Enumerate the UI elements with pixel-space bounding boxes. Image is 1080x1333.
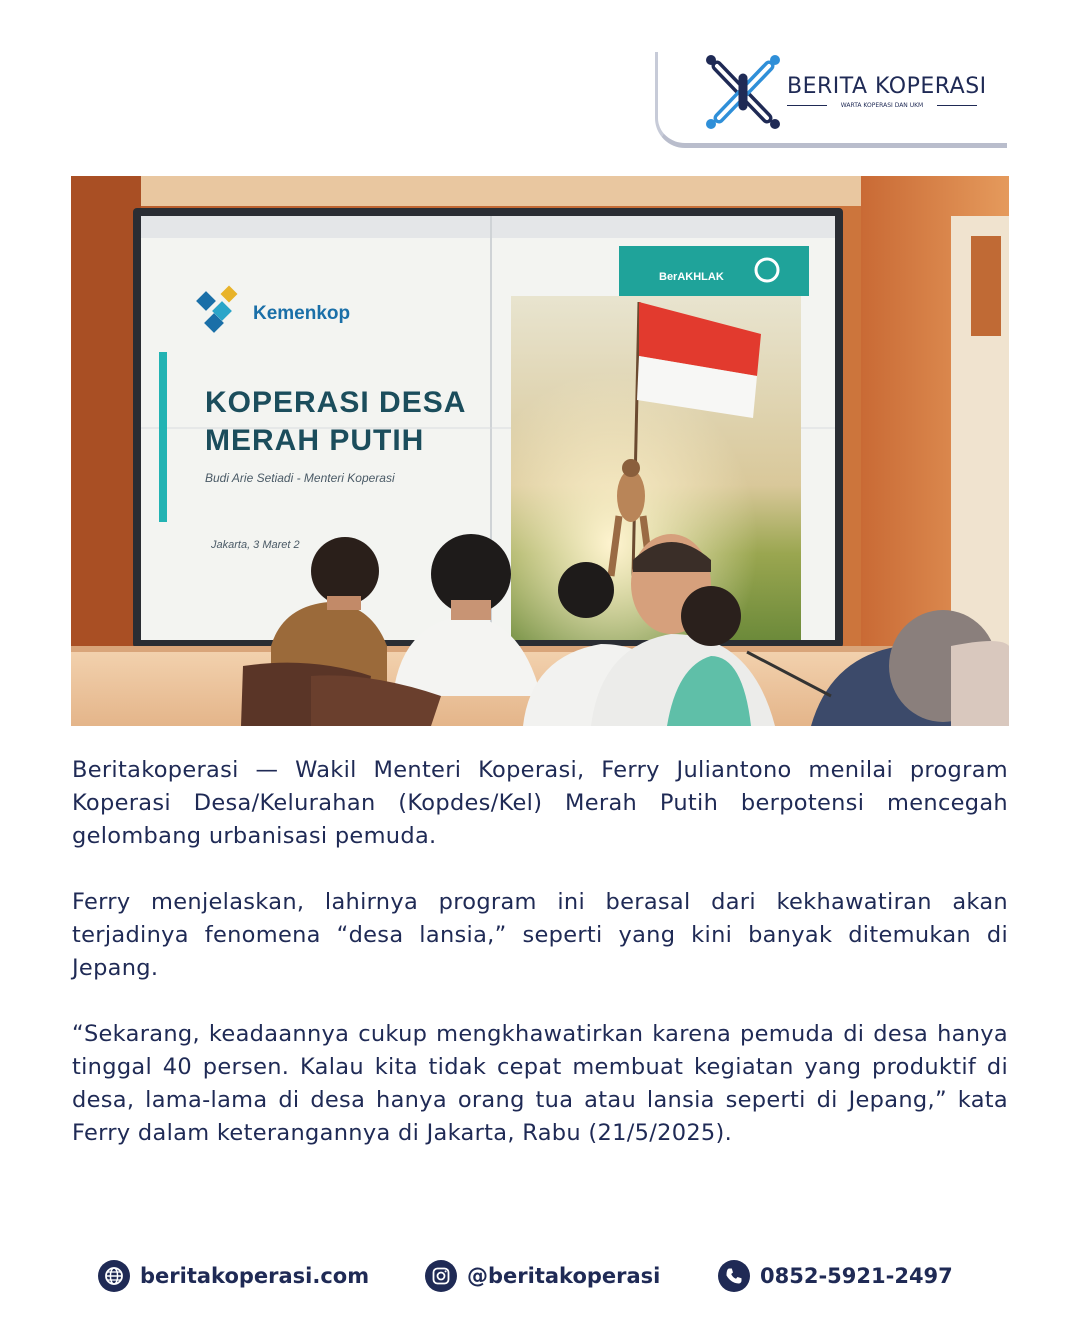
- phone-contact[interactable]: [718, 1258, 953, 1294]
- screen-subtitle: Budi Arie Setiadi - Menteri Koperasi: [205, 471, 395, 485]
- article-paragraph-2: Ferry menjelaskan, lahirnya program ini berasal dari kekhawatiran akan terjadinya fenomena “desa lansia,” seperti yang kini banyak ditemukan di Jepang.: [72, 889, 1008, 981]
- phone-text: 0852-5921-2497: [760, 1264, 953, 1288]
- article-paragraph-1: Beritakoperasi — Wakil Menteri Koperasi, Ferry Juliantono menilai program Koperasi Desa/Kelurahan (Kopdes/Kel) Merah Putih berpotensi mencegah gelombang urbanisasi pemuda.: [72, 757, 1008, 849]
- screen-logo-text: Kemenkop: [253, 303, 351, 324]
- screen-date: Jakarta, 3 Maret 2: [211, 539, 300, 551]
- brand-tagline: WARTA KOPERASI DAN UKM: [787, 102, 977, 109]
- meeting-room-photo: [71, 176, 1009, 726]
- screen-badge: BerAKHLAK: [659, 271, 724, 283]
- berita-koperasi-logo-icon: [703, 54, 783, 130]
- article-paragraph-3: “Sekarang, keadaannya cukup mengkhawatirkan karena pemuda di desa hanya tinggal 40 persen. Kalau kita tidak cepat membuat kegiatan yang produktif di desa, lama-lama di desa hanya orang tua atau lansia seperti di Jepang,” kata Ferry dalam keterangannya di Jakarta, Rabu (21/5/2025).: [72, 1021, 1008, 1146]
- instagram-contact[interactable]: [425, 1258, 660, 1294]
- instagram-icon: [425, 1260, 457, 1292]
- contact-footer: [0, 1258, 1080, 1298]
- instagram-text: @beritakoperasi: [467, 1264, 661, 1288]
- news-photo: [71, 176, 1009, 726]
- screen-title-line1: KOPERASI DESA: [205, 386, 467, 419]
- website-contact[interactable]: [98, 1258, 369, 1294]
- website-text: beritakoperasi.com: [140, 1264, 370, 1288]
- phone-icon: [718, 1260, 750, 1292]
- screen-title-line2: MERAH PUTIH: [205, 424, 425, 457]
- globe-icon: [98, 1260, 130, 1292]
- brand-name: BERITA KOPERASI: [787, 74, 987, 99]
- article-body: [72, 754, 1008, 1183]
- brand-logo: [655, 52, 1007, 148]
